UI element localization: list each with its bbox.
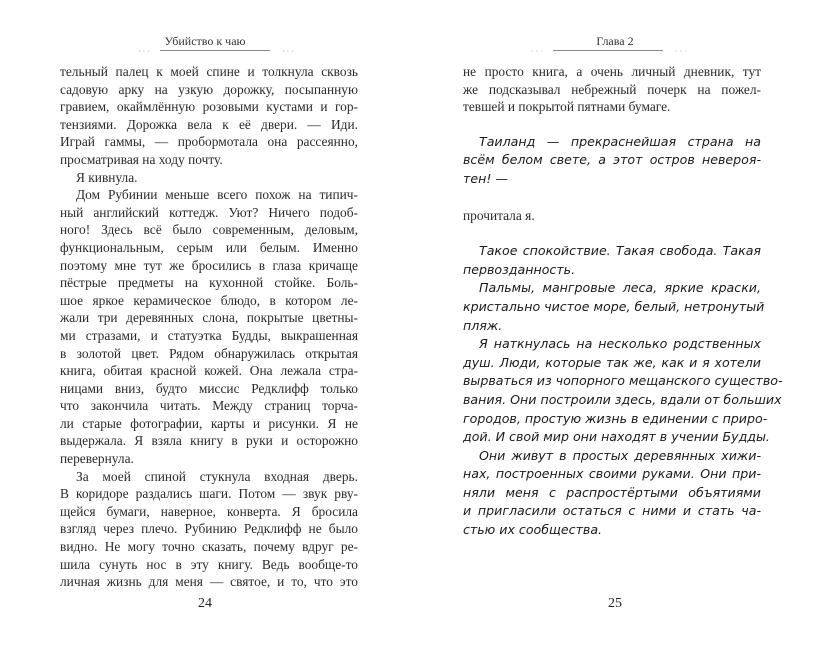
text-line: видно. Не могу точно сказать, почему вдруг ре- (60, 539, 358, 555)
text-line: взгляд через плечо. Рубинию Редклифф не было (60, 521, 358, 537)
ornament-dots: ··· (531, 47, 545, 56)
text-line: садовую арку на узкую дорожку, посыпанную (60, 81, 358, 97)
text-line: Дом Рубинии меньше всего похож на типич- (76, 187, 358, 203)
diary-line: Я наткнулась на несколько родственных (479, 336, 761, 352)
diary-entry (463, 242, 783, 540)
text-line: ми стразами, и статуэтка Будды, выкрашенная (60, 327, 358, 343)
text-line: выдержала. Я взяла книгу в руки и осторожно (60, 433, 358, 449)
text-line: В коридоре раздались шаги. Потом — звук рву- (60, 486, 358, 502)
diary-line: вания. Они построили здесь, вдали от больших (463, 391, 782, 407)
text-line: ли старые фотографии, карты и рисунки. Я не (60, 415, 358, 431)
text-line: просматривая на ходу почту. (60, 151, 223, 167)
text-line: Я кивнула. (76, 169, 138, 185)
diary-line: и пригласили остаться с ними и стать ча- (463, 503, 761, 519)
ornament-dots: ··· (675, 47, 689, 56)
header-rule-line (553, 50, 663, 51)
diary-line: Такое спокойствие. Такая свобода. Такая (479, 243, 761, 259)
text-line: За моей спиной стукнула входная дверь. (76, 468, 358, 484)
text-line: тензиями. Дорожка вела к её двери. — Иди. (60, 116, 358, 132)
text-line: же подсказывал небрежный почерк на пожел- (463, 81, 761, 97)
text-line: гравием, окаймлённую розовыми кустами и гор- (60, 99, 358, 115)
book-title: Убийство к чаю (164, 34, 246, 48)
running-head-book-title (0, 34, 410, 49)
text-line: функциональным, серым или белым. Именно (60, 239, 358, 255)
diary-line: кристально чистое море, белый, нетронутый (463, 298, 765, 314)
text-line: что закончила читать. Между страниц торча- (60, 398, 358, 414)
diary-line: городов, простую жизнь в единении с приро- (463, 410, 768, 426)
text-line: личная жизнь для меня — святое, и то, что это (60, 574, 358, 590)
text-line: пёстрые предметы на кухонной стойке. Боль- (60, 275, 358, 291)
attribution-line: прочитала я. (463, 207, 535, 223)
diary-line: первозданность. (463, 261, 576, 277)
right-page-body-text (463, 63, 783, 540)
text-line: тельный палец к моей спине и толкнула сквозь (60, 64, 358, 79)
diary-line: стью их сообщества. (463, 522, 603, 538)
diary-line: пляж. (463, 317, 503, 333)
text-line: Играй гаммы, — пробормотала она рассеянно, (60, 134, 358, 150)
text-line: перевернула. (60, 451, 134, 467)
diary-line: душ. Люди, которые так же, как и я хотели (463, 354, 761, 370)
text-line: не просто книга, а очень личный дневник, тут (463, 64, 761, 79)
text-line: ный английский коттедж. Уют? Ничего подоб- (60, 204, 358, 220)
ornament-dots: ··· (282, 47, 296, 56)
page-number-right: 25 (608, 596, 622, 611)
diary-line: вырваться из чопорного мещанского существо- (463, 373, 783, 389)
text-line: шила сунуть нос в эту книгу. Ведь вообще-то (60, 556, 358, 572)
diary-line: дой. И свой мир они находят в учении Будды. (463, 429, 770, 445)
text-line: книга, обитая красной кожей. Она лежала стра- (60, 363, 358, 379)
text-line: жали три деревянных слона, покрытые цветны- (60, 310, 358, 326)
diary-line: всём белом свете, а этот остров невероя- (463, 152, 761, 168)
diary-line: Они живут в простых деревянных хижи- (479, 447, 761, 463)
chapter-title: Глава 2 (596, 34, 634, 48)
diary-line: Пальмы, мангровые леса, яркие краски, (479, 280, 761, 296)
text-line: тевшей и покрытой пятнами бумаге. (463, 99, 671, 115)
running-head-chapter (410, 34, 820, 49)
text-line: в золотой цвет. Рядом обнаружилась открытая (60, 345, 358, 361)
page-number-left: 24 (198, 596, 212, 611)
ornament-dots: ··· (138, 47, 152, 56)
text-line: ного! Здесь всё было современным, деловым, (60, 222, 358, 238)
right-page (410, 0, 820, 656)
text-line: шое яркое керамическое блюдо, в котором ле- (60, 292, 358, 308)
text-line: поэтому мне тут же бросились в глаза кричаще (60, 257, 358, 273)
diary-line: няли меня с распростёртыми объятиями (463, 484, 761, 500)
diary-line: тен! — (463, 170, 508, 186)
left-page-body-text (60, 63, 358, 591)
header-ornament-rule (138, 47, 296, 56)
diary-line: Таиланд — прекраснейшая страна на (479, 133, 761, 149)
header-ornament-rule (531, 47, 689, 56)
text-line: щейся бумаги, наверное, конверта. Я бросила (60, 503, 358, 519)
header-rule-line (160, 50, 270, 51)
diary-line: нах, построенных своими руками. Они при- (463, 466, 761, 482)
diary-quote (463, 133, 761, 189)
text-line: ницами вниз, будто миссис Редклифф только (60, 380, 358, 396)
